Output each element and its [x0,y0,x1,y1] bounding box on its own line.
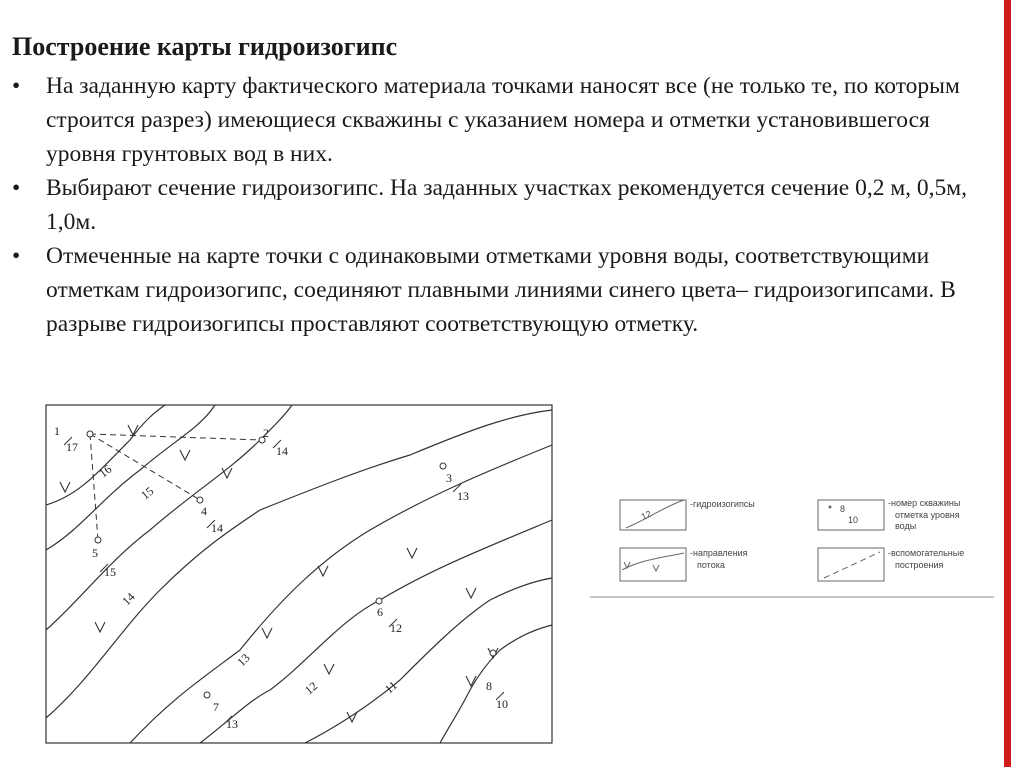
contour-label: 15 [138,483,157,503]
flow-arrow-icon [624,562,630,568]
well-number: 1 [54,424,60,438]
legend-well-level: 10 [848,515,859,525]
contour-label: 11 [381,678,400,697]
bullet-text: Выбирают сечение гидроизогипс. На заданных участках рекомендуется сечение 0,2 м, 0,5м, 1,0м. [46,175,968,235]
legend-auxiliary-line [824,552,880,578]
bullet-marker: • [12,73,21,99]
bullet-marker: • [12,175,21,201]
legend-label: построения [895,560,944,570]
legend-label: -гидроизогипсы [690,499,755,509]
legend-flow-line [622,553,684,570]
legend-label: отметка уровня [895,510,960,520]
legend-isohypse-sample [626,500,684,528]
well-level: 10 [496,697,508,711]
legend-label: воды [895,521,917,531]
well-number: 6 [377,605,383,619]
legend-well-number: 8 [840,504,846,514]
contour-label: 12 [301,678,321,698]
well-number: 3 [446,471,452,485]
well-level: 14 [276,444,288,458]
well-number: 2 [263,426,269,440]
well-number: 4 [201,504,207,518]
bullet-text: Отмеченные на карте точки с одинаковыми отметками уровня воды, соответствующими отметкам гидроизогипс, соединяют плавными линиями синего цвета– гидроизогипсами. В разрыве гидроизогипсы проставляют соответствующую отметку. [46,243,956,337]
slide-title: Построение карты гидроизогипс [12,32,398,61]
contour-label: 14 [119,589,138,609]
well-level: 13 [457,489,469,503]
bullet-marker: • [12,243,21,269]
legend-label: -вспомогательные [888,548,965,558]
well-level: 12 [390,621,402,635]
legend-box-flow [620,548,686,581]
flow-arrow-icon [653,565,659,571]
well-number: 8 [486,679,492,693]
legend-label: потока [697,560,725,570]
contour-label: 16 [96,461,115,481]
legend-label: -направления [690,548,748,558]
well-number: 7 [213,700,219,714]
well-level: 13 [226,717,238,731]
well-level: 14 [211,521,223,535]
bullet-text: На заданную карту фактического материала точками наносят все (не только те, по которым строится разрез) имеющиеся скважины с указанием номера и отметки установившегося уровня грунтовых вод в них. [46,73,960,167]
legend-isohypse-value: 12 [639,508,653,522]
well-level: 17 [66,440,78,454]
contour-label: 13 [234,650,253,670]
legend-label: -номер скважины [888,498,961,508]
legend-well-dot [829,506,832,509]
well-level: 15 [104,565,116,579]
well-number: 5 [92,546,98,560]
